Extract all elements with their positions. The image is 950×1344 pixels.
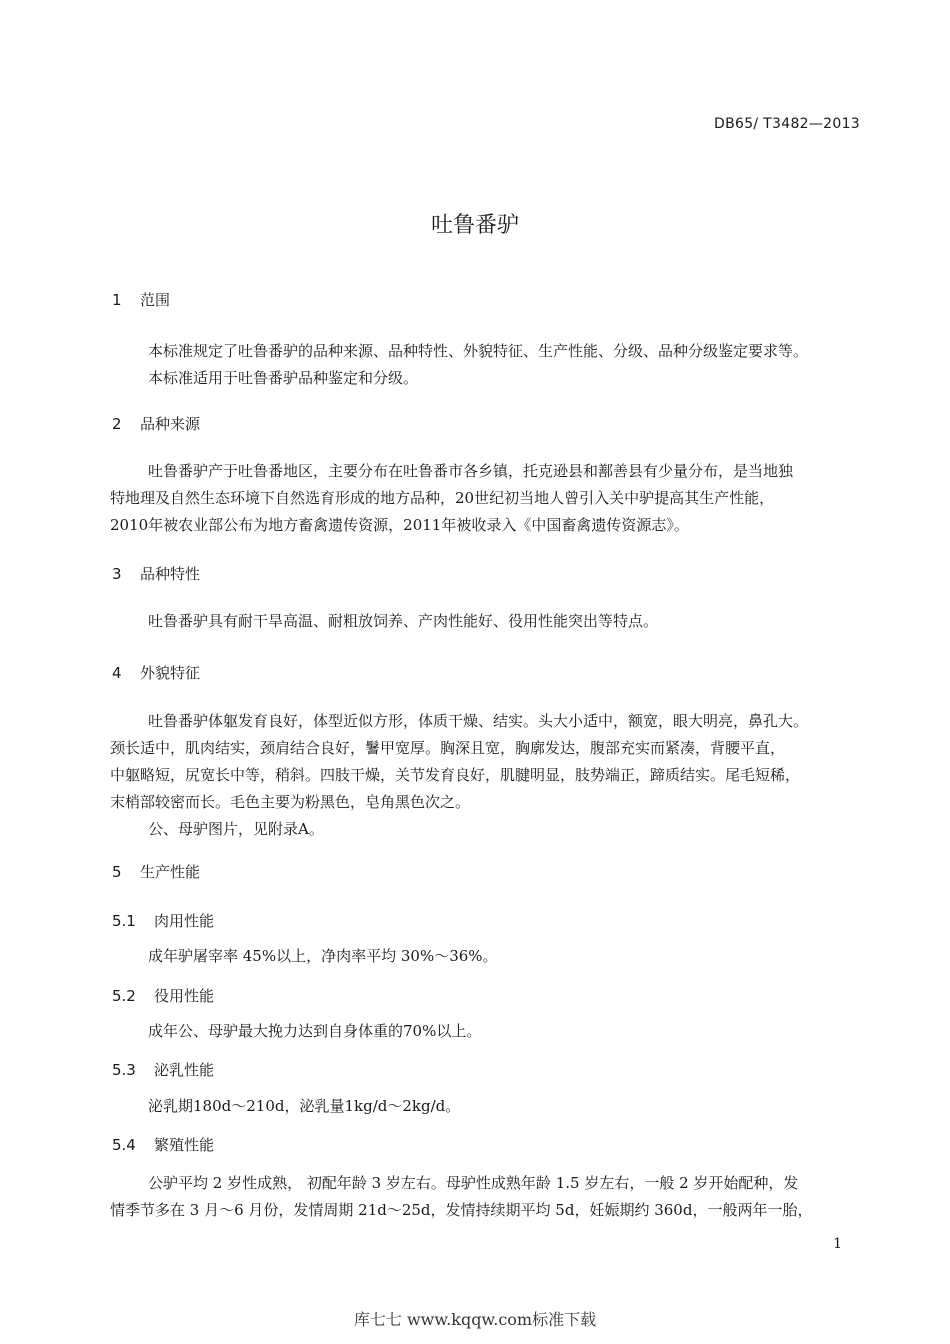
paragraph-line: 特地理及自然生态环境下自然选育形成的地方品种，20世纪初当地人曾引入关中驴提高其生产性能， [110, 489, 775, 507]
paragraph-line: 公、母驴图片，见附录A。 [148, 820, 324, 838]
section-4-body [110, 708, 858, 843]
section-title: 范围 [140, 291, 171, 309]
subsection-number: 5.2 [112, 987, 136, 1005]
section-3-body [110, 608, 858, 635]
paragraph-line: 吐鲁番驴具有耐干旱高温、耐粗放饲养、产肉性能好、役用性能突出等特点。 [148, 612, 659, 630]
paragraph-line: 2010年被农业部公布为地方畜禽遗传资源，2011年被收录入《中国畜禽遗传资源志》。 [110, 516, 689, 534]
subsection-heading-5-1 [112, 910, 214, 931]
paragraph-line: 本标准规定了吐鲁番驴的品种来源、品种特性、外貌特征、生产性能、分级、品种分级鉴定要求等。 [148, 342, 809, 360]
paragraph-line: 公驴平均 2 岁性成熟， 初配年龄 3 岁左右。母驴性成熟年龄 1.5 岁左右，一般 2 岁开始配种，发 [148, 1174, 799, 1192]
section-2-body [110, 458, 858, 539]
subsection-heading-5-3 [112, 1059, 214, 1080]
section-number: 2 [112, 415, 122, 433]
subsection-title: 泌乳性能 [154, 1061, 215, 1079]
subsection-number: 5.1 [112, 912, 136, 930]
section-heading-4 [112, 662, 200, 683]
subsection-5-2-body [110, 1018, 858, 1045]
section-1-body [110, 338, 858, 392]
section-number: 4 [112, 664, 122, 682]
standard-code: DB65/ T3482—2013 [714, 116, 860, 132]
subsection-title: 役用性能 [154, 987, 215, 1005]
subsection-heading-5-2 [112, 985, 214, 1006]
section-heading-1 [112, 289, 170, 310]
subsection-number: 5.3 [112, 1061, 136, 1079]
subsection-title: 繁殖性能 [154, 1136, 215, 1154]
paragraph-line: 成年公、母驴最大挽力达到自身体重的70%以上。 [148, 1022, 482, 1040]
subsection-heading-5-4 [112, 1134, 214, 1155]
paragraph-line: 中躯略短，尻宽长中等，稍斜。四肢干燥，关节发育良好，肌腱明显，肢势端正，蹄质结实。尾毛短稀， [110, 766, 801, 784]
section-heading-2 [112, 413, 200, 434]
paragraph-line: 末梢部较密而长。毛色主要为粉黑色，皂角黑色次之。 [110, 793, 471, 811]
subsection-5-4-body [110, 1170, 858, 1224]
section-number: 5 [112, 863, 122, 881]
section-heading-3 [112, 563, 200, 584]
subsection-5-3-body [110, 1093, 858, 1120]
paragraph-line: 成年驴屠宰率 45%以上，净肉率平均 30%～36%。 [148, 947, 498, 965]
subsection-title: 肉用性能 [154, 912, 215, 930]
document-title: 吐鲁番驴 [430, 213, 519, 238]
paragraph-line: 吐鲁番驴产于吐鲁番地区，主要分布在吐鲁番市各乡镇，托克逊县和鄯善县有少量分布，是当地独 [148, 462, 794, 480]
paragraph-line: 本标准适用于吐鲁番驴品种鉴定和分级。 [148, 369, 419, 387]
section-title: 生产性能 [140, 863, 201, 881]
section-heading-5 [112, 861, 200, 882]
section-number: 3 [112, 565, 122, 583]
paragraph-line: 情季节多在 3 月～6 月份，发情周期 21d～25d，发情持续期平均 5d，妊娠期约 360d，一般两年一胎， [110, 1201, 813, 1219]
subsection-5-1-body [110, 943, 858, 970]
section-title: 品种特性 [140, 565, 201, 583]
paragraph-line: 吐鲁番驴体躯发育良好，体型近似方形，体质干燥、结实。头大小适中，额宽，眼大明亮，鼻孔大。 [148, 712, 809, 730]
section-number: 1 [112, 291, 122, 309]
section-title: 外貌特征 [140, 664, 201, 682]
paragraph-line: 泌乳期180d～210d，泌乳量1kg/d～2kg/d。 [148, 1097, 461, 1115]
section-title: 品种来源 [140, 415, 201, 433]
paragraph-line: 颈长适中，肌肉结实，颈肩结合良好，鬐甲宽厚。胸深且宽，胸廓发达，腹部充实而紧凑，背腰平直， [110, 739, 786, 757]
footer-watermark: 库七七 www.kqqw.com标准下载 [353, 1310, 597, 1329]
page-number: 1 [833, 1236, 842, 1252]
subsection-number: 5.4 [112, 1136, 136, 1154]
